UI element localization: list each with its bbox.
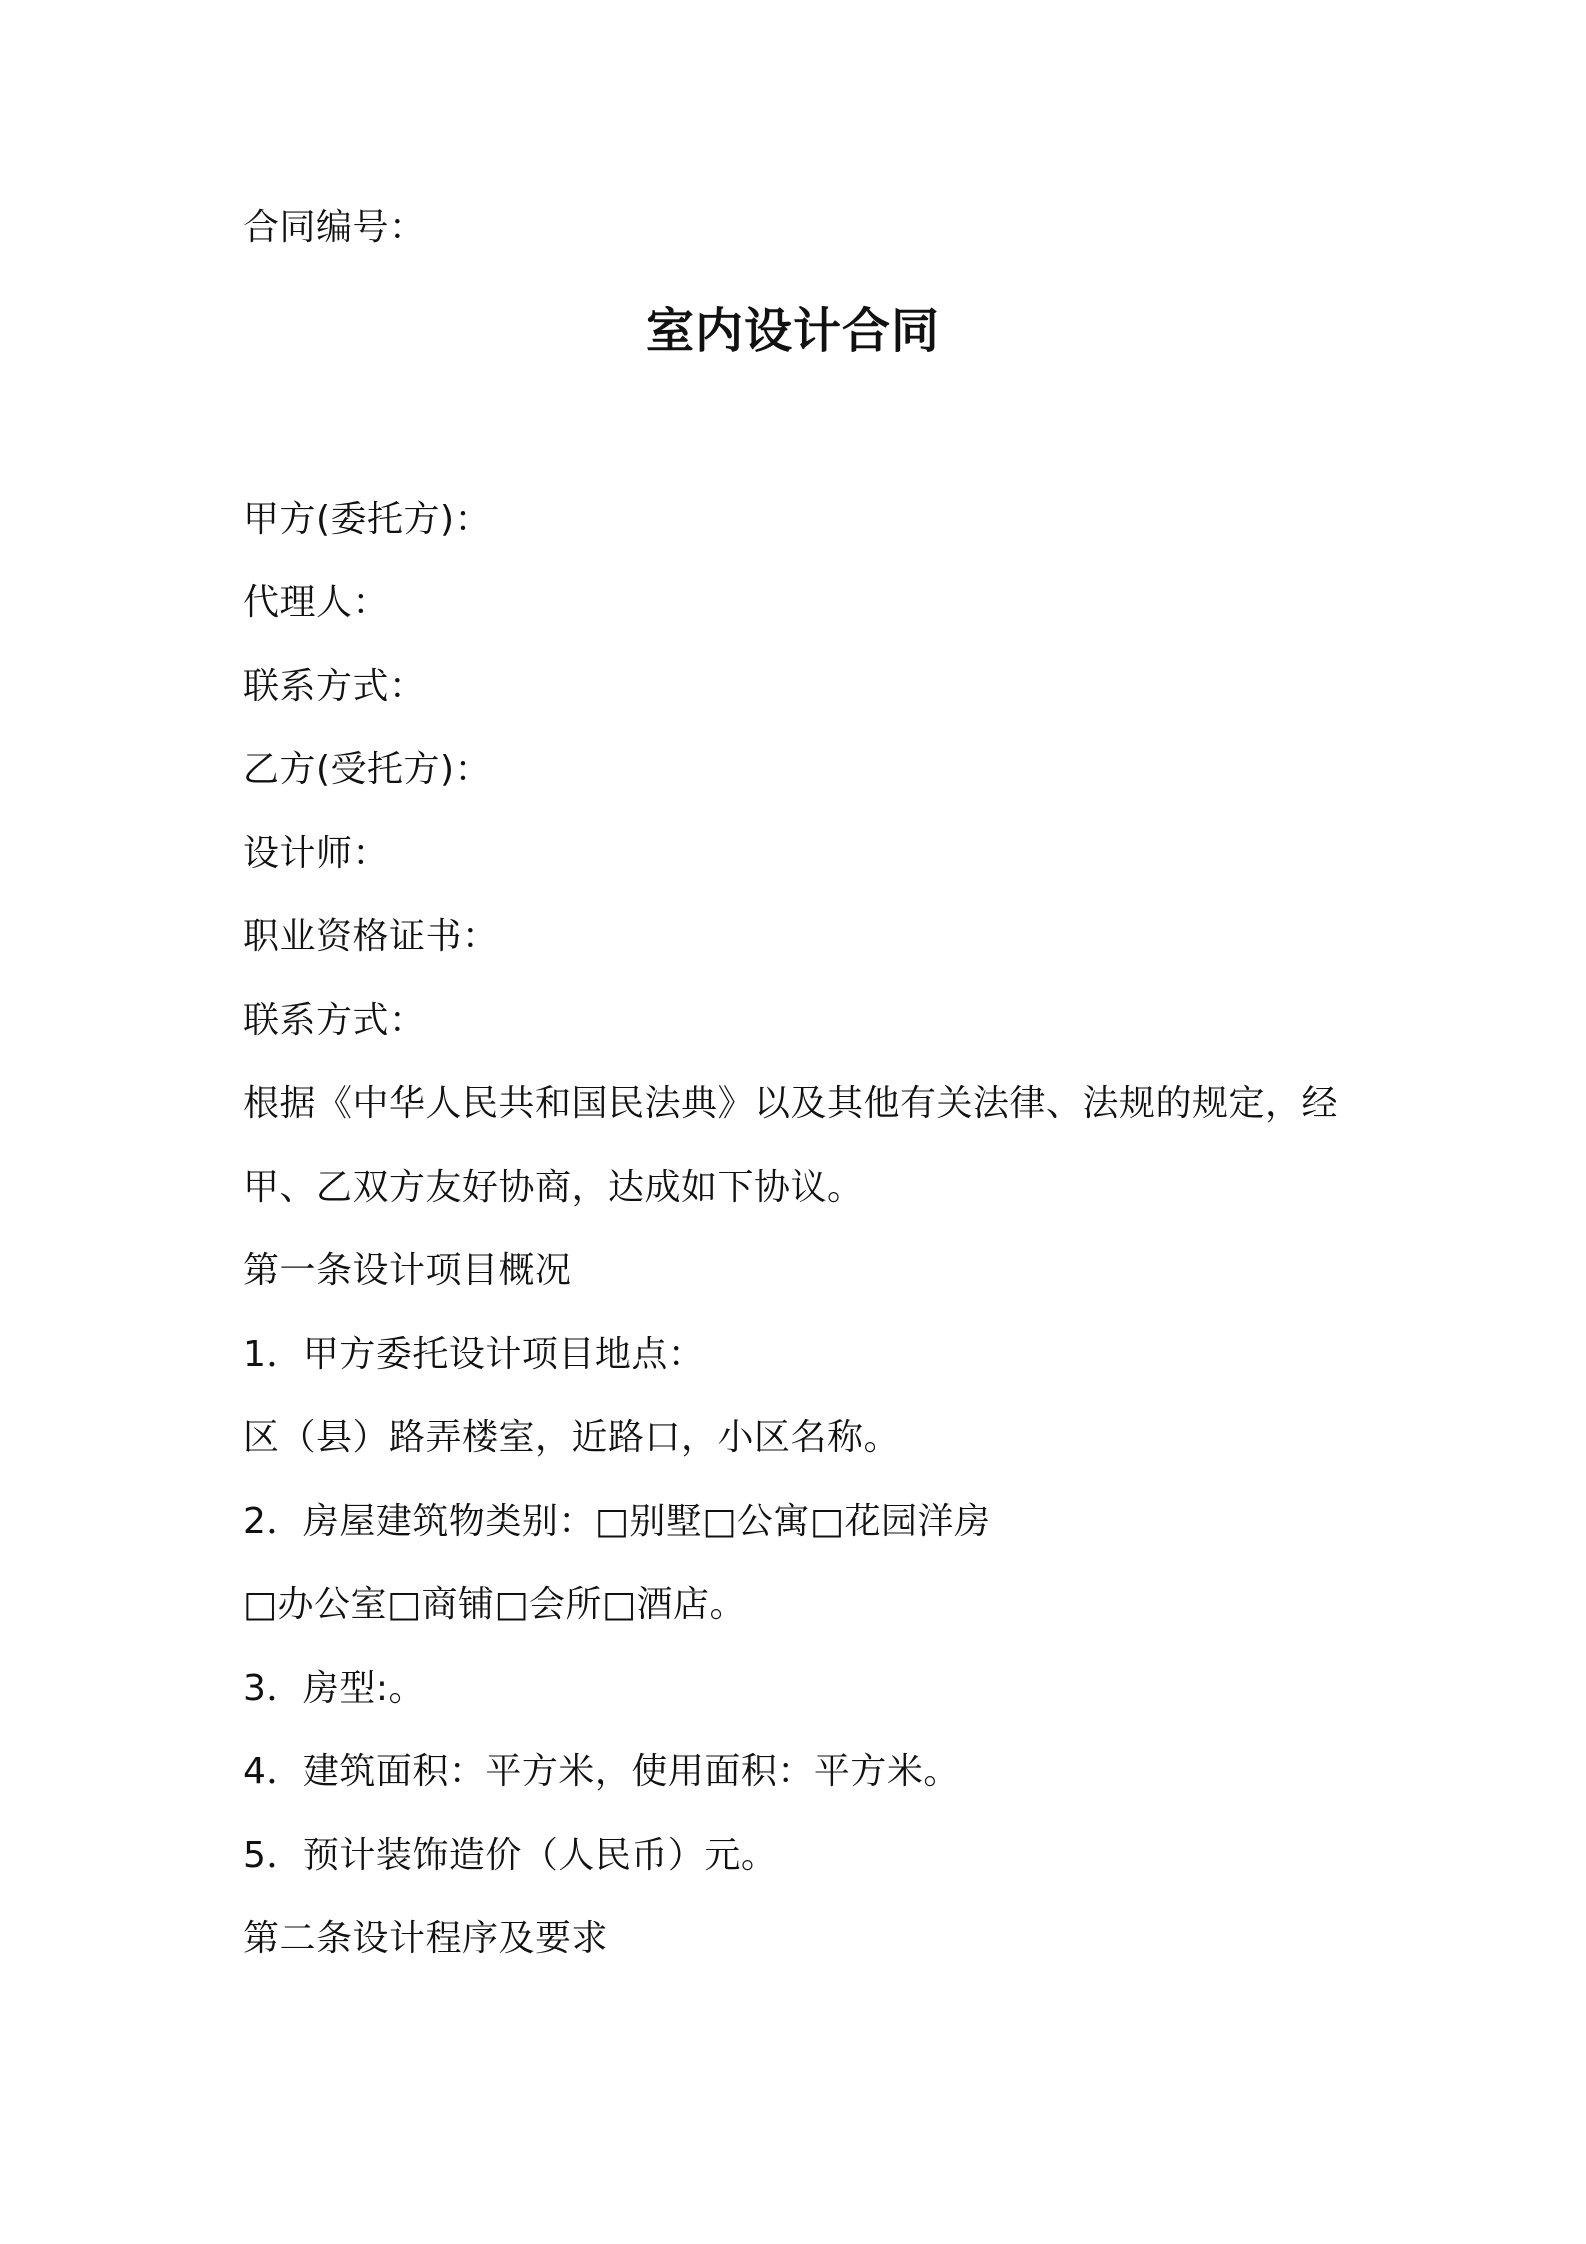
item-1-location-detail: 区（县）路弄楼室，近路口，小区名称。 (243, 1417, 901, 1458)
item-4-area: 4．建筑面积：平方米，使用面积：平方米。 (243, 1751, 960, 1792)
party-a-contact-label: 联系方式： (243, 666, 426, 707)
party-a-agent-label: 代理人： (243, 582, 390, 623)
preamble-line-2: 甲、乙双方友好协商，达成如下协议。 (243, 1167, 864, 1208)
party-a-label: 甲方(委托方)： (243, 499, 492, 540)
item-2-building-type-line-2: □办公室□商铺□会所□酒店。 (243, 1584, 747, 1625)
item-1-location-label: 1．甲方委托设计项目地点： (243, 1334, 705, 1375)
article-1-heading: 第一条设计项目概况 (243, 1250, 572, 1291)
designer-label: 设计师： (243, 833, 390, 874)
party-b-contact-label: 联系方式： (243, 1000, 426, 1041)
party-b-label: 乙方(受托方)： (243, 749, 492, 790)
qualification-certificate-label: 职业资格证书： (243, 916, 499, 957)
contract-number-label: 合同编号： (243, 207, 426, 248)
article-2-heading: 第二条设计程序及要求 (243, 1918, 609, 1959)
item-2-building-type-line-1: 2．房屋建筑物类别：□别墅□公寓□花园洋房 (243, 1501, 991, 1542)
preamble-line-1: 根据《中华人民共和国民法典》以及其他有关法律、法规的规定，经 (243, 1083, 1339, 1124)
item-5-estimated-cost: 5．预计装饰造价（人民币）元。 (243, 1835, 778, 1876)
document-title: 室内设计合同 (645, 303, 940, 359)
item-3-house-type: 3．房型:。 (243, 1668, 426, 1709)
